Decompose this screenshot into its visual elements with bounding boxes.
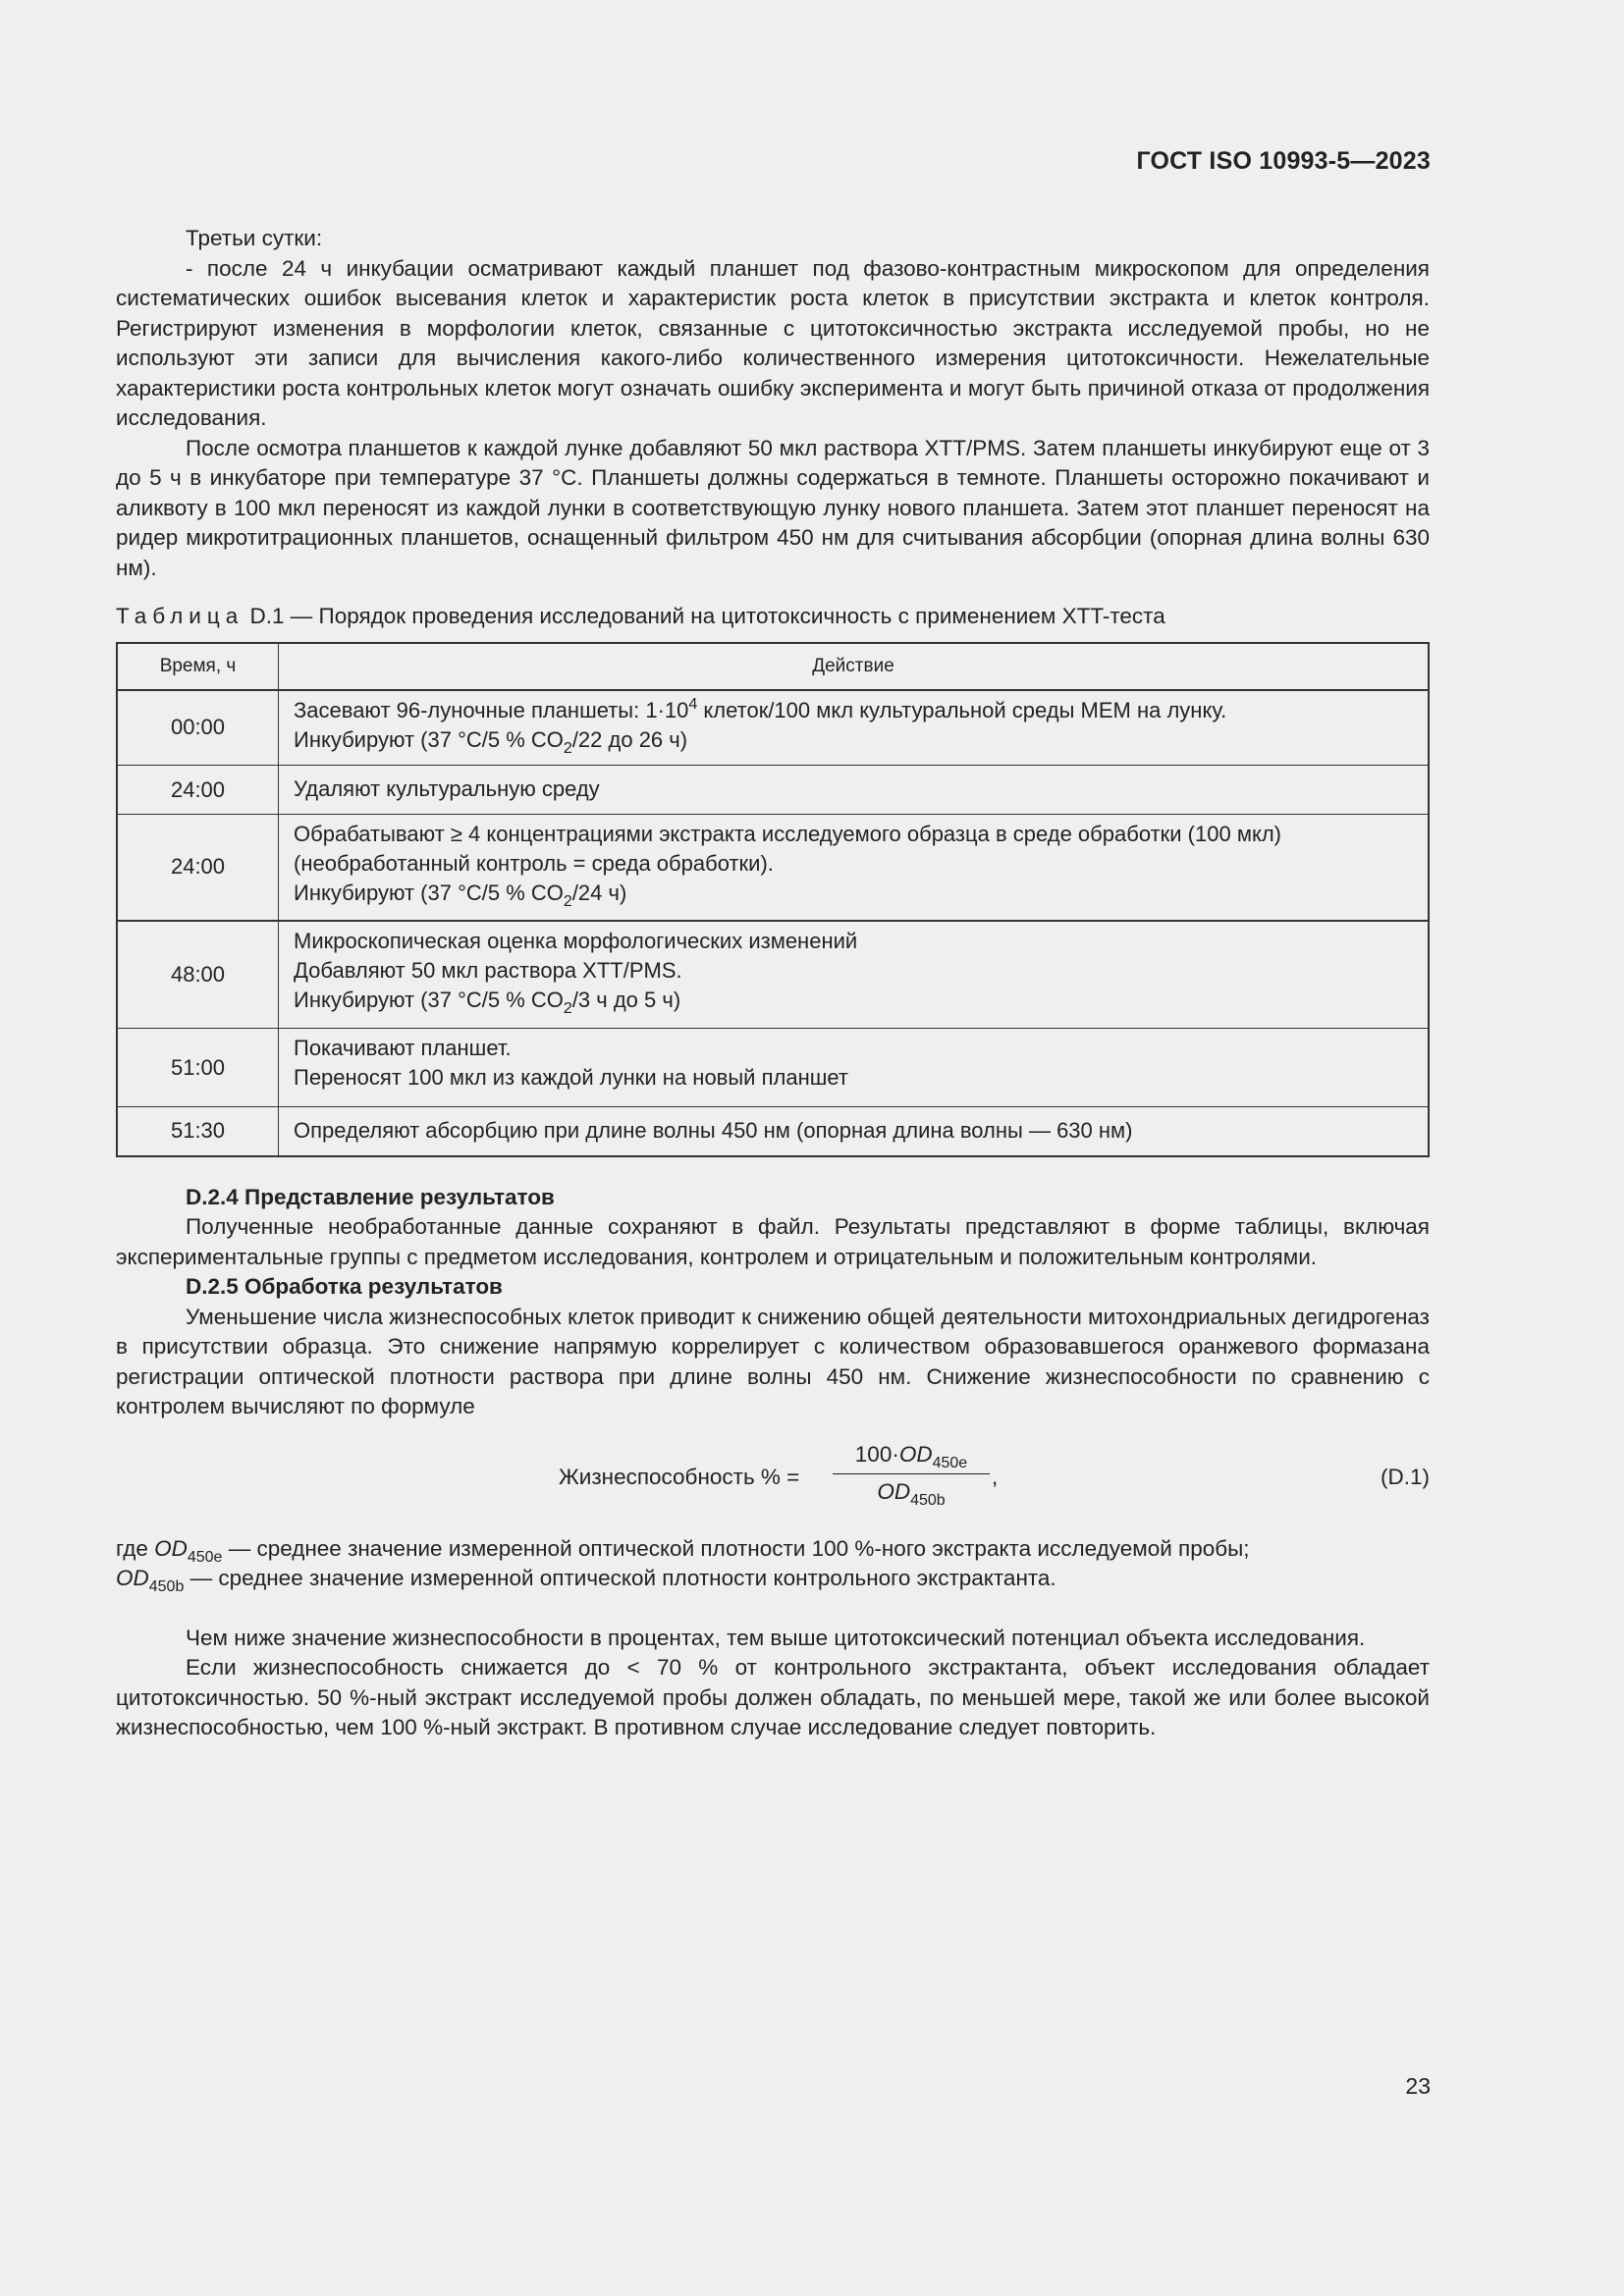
formula-coefficient: 100· bbox=[854, 1441, 899, 1467]
formula-comma: , bbox=[992, 1464, 999, 1489]
where-text: — среднее значение измеренной оптической плотности контрольного экстрактанта. bbox=[184, 1566, 1056, 1590]
action-text: /24 ч) bbox=[571, 881, 627, 905]
section-d24-title: D.2.4 Представление результатов bbox=[186, 1184, 555, 1209]
table-row bbox=[117, 690, 1429, 766]
action-cell bbox=[279, 815, 1430, 921]
where-line-2 bbox=[116, 1564, 1430, 1594]
action-line: Переносят 100 мкл из каждой лунки на новый планшет bbox=[294, 1065, 848, 1090]
where-od: OD bbox=[154, 1535, 188, 1561]
table-row bbox=[117, 815, 1429, 921]
procedure-table bbox=[116, 642, 1430, 1157]
closing-paragraph-1: Чем ниже значение жизнеспособности в процентах, тем выше цитотоксический потенциал объекта исследования. bbox=[186, 1625, 1366, 1650]
formula-od: OD bbox=[898, 1441, 933, 1467]
time-cell: 51:30 bbox=[117, 1107, 279, 1156]
inspection-paragraph: - после 24 ч инкубации осматривают каждый планшет под фазово-контрастным микроскопом для определения систематических ошибок высевания клеток и характеристик роста клеток в присутствии экстракта и клеток контроля. Регистрируют изменения в морфологии клеток, связанные с цитотоксичностью экстракта исследуемой пробы, но не используют эти записи для вычисления какого-либо количественного измерения цитотоксичности. Нежелательные характеристики роста контрольных клеток могут означать ошибку эксперимента и могут быть причиной отказа от продолжения исследования. bbox=[116, 255, 1430, 430]
table-row bbox=[117, 1107, 1429, 1156]
time-cell: 24:00 bbox=[117, 766, 279, 815]
subscript: 2 bbox=[563, 739, 572, 757]
action-cell bbox=[279, 921, 1430, 1029]
action-line: Покачивают планшет. bbox=[294, 1036, 512, 1060]
xtt-addition-paragraph: После осмотра планшетов к каждой лунке добавляют 50 мкл раствора XTT/PMS. Затем планшеты инкубируют еще от 3 до 5 ч в инкубаторе при температуре 37 °С. Планшеты должны содержаться в темноте. Планшеты осторожно покачивают и аликвоту в 100 мкл переносят из каждой лунки в соответствующую лунку нового планшета. Затем этот планшет переносят на ридер микротитрационных планшетов, оснащенный фильтром 450 нм для считывания абсорбции (опорная длина волны 630 нм). bbox=[116, 435, 1430, 580]
page-number: 23 bbox=[1405, 2073, 1431, 2099]
section-d25-text: Уменьшение числа жизнеспособных клеток приводит к снижению общей деятельности митохондриальных дегидрогеназ в присутствии образца. Это снижение напрямую коррелирует с количеством образовавшегося оранжевого формазана регистрации оптической плотности раствора при длине волны 450 нм. Снижение жизнеспособности по сравнению с контролем вычисляют по формуле bbox=[116, 1304, 1430, 1418]
spacer bbox=[116, 1594, 1430, 1624]
document-code-header: ГОСТ ISO 10993-5—2023 bbox=[1136, 147, 1431, 175]
document-body bbox=[116, 224, 1430, 1743]
where-prefix: где bbox=[116, 1535, 148, 1561]
formula-label: Жизнеспособность % = bbox=[559, 1464, 800, 1489]
table-header-row bbox=[117, 643, 1429, 690]
superscript: 4 bbox=[688, 695, 698, 713]
action-text: Инкубируют (37 °С/5 % CO bbox=[294, 881, 564, 905]
action-line: Обрабатывают ≥ 4 концентрациями экстракта исследуемого образца в среде обработки (100 мкл) bbox=[294, 822, 1281, 846]
table-row bbox=[117, 921, 1429, 1029]
action-line bbox=[294, 879, 1414, 908]
action-line bbox=[294, 725, 1414, 755]
formula-number: (D.1) bbox=[1380, 1464, 1430, 1489]
table-caption-word: Таблица bbox=[116, 604, 244, 628]
col-action-header: Действие bbox=[279, 643, 1430, 690]
table-row bbox=[117, 1029, 1429, 1107]
formula-fraction bbox=[833, 1440, 990, 1508]
action-text: Инкубируют (37 °С/5 % CO bbox=[294, 726, 564, 752]
time-cell: 48:00 bbox=[117, 921, 279, 1029]
action-cell bbox=[279, 1029, 1430, 1107]
action-line: Добавляют 50 мкл раствора XTT/PMS. bbox=[294, 957, 682, 983]
section-d24-text: Полученные необработанные данные сохраняют в файл. Результаты представляют в форме таблицы, включая экспериментальные группы с предметом исследования, контролем и отрицательным и положительным контролями. bbox=[116, 1214, 1430, 1269]
closing-paragraph-2: Если жизнеспособность снижается до < 70 % от контрольного экстрактанта, объект исследования обладает цитотоксичностью. 50 %-ный экстракт исследуемой пробы должен обладать, по меньшей мере, такой же или более высокой жизнеспособностью, чем 100 %-ный экстракт. В противном случае исследование следует повторить. bbox=[116, 1655, 1430, 1739]
action-line: Определяют абсорбцию при длине волны 450 нм (опорная длина волны — 630 нм) bbox=[294, 1117, 1133, 1143]
action-line bbox=[294, 696, 1414, 725]
action-text: /22 до 26 ч) bbox=[571, 726, 688, 752]
action-text: Инкубируют (37 °С/5 % CO bbox=[294, 987, 564, 1012]
section-d25-title: D.2.5 Обработка результатов bbox=[186, 1274, 503, 1299]
day-label: Третьи сутки: bbox=[186, 226, 323, 250]
formula-denominator-subscript: 450b bbox=[910, 1492, 946, 1509]
action-line bbox=[294, 986, 1414, 1015]
subscript: 2 bbox=[563, 999, 572, 1017]
action-line: (необработанный контроль = среда обработки). bbox=[294, 851, 774, 876]
table-caption bbox=[116, 602, 1430, 632]
formula-od: OD bbox=[877, 1479, 911, 1504]
time-cell: 24:00 bbox=[117, 815, 279, 921]
action-line: Удаляют культуральную среду bbox=[294, 776, 600, 801]
action-cell bbox=[279, 690, 1430, 766]
action-text: клеток/100 мкл культуральной среды MEM на лунку. bbox=[697, 697, 1227, 722]
where-text: — среднее значение измеренной оптической плотности 100 %-ного экстракта исследуемой пробы; bbox=[222, 1535, 1250, 1561]
where-subscript: 450b bbox=[148, 1578, 185, 1595]
where-subscript: 450e bbox=[187, 1548, 223, 1566]
formula-numerator-subscript: 450e bbox=[932, 1454, 968, 1471]
viability-formula bbox=[116, 1440, 1430, 1521]
action-line: Микроскопическая оценка морфологических изменений bbox=[294, 928, 858, 953]
action-cell bbox=[279, 1107, 1430, 1156]
action-text: Засевают 96-луночные планшеты: 1·10 bbox=[294, 697, 689, 722]
formula-denominator bbox=[833, 1474, 990, 1508]
subscript: 2 bbox=[563, 893, 572, 910]
action-cell bbox=[279, 766, 1430, 815]
col-time-header: Время, ч bbox=[117, 643, 279, 690]
table-caption-text: D.1 — Порядок проведения исследований на цитотоксичность с применением XTT-теста bbox=[249, 604, 1165, 628]
time-cell: 00:00 bbox=[117, 690, 279, 766]
time-cell: 51:00 bbox=[117, 1029, 279, 1107]
table-row bbox=[117, 766, 1429, 815]
action-text: /3 ч до 5 ч) bbox=[571, 987, 681, 1012]
where-od: OD bbox=[116, 1566, 149, 1590]
where-line-1 bbox=[116, 1534, 1430, 1565]
formula-numerator bbox=[833, 1440, 990, 1475]
